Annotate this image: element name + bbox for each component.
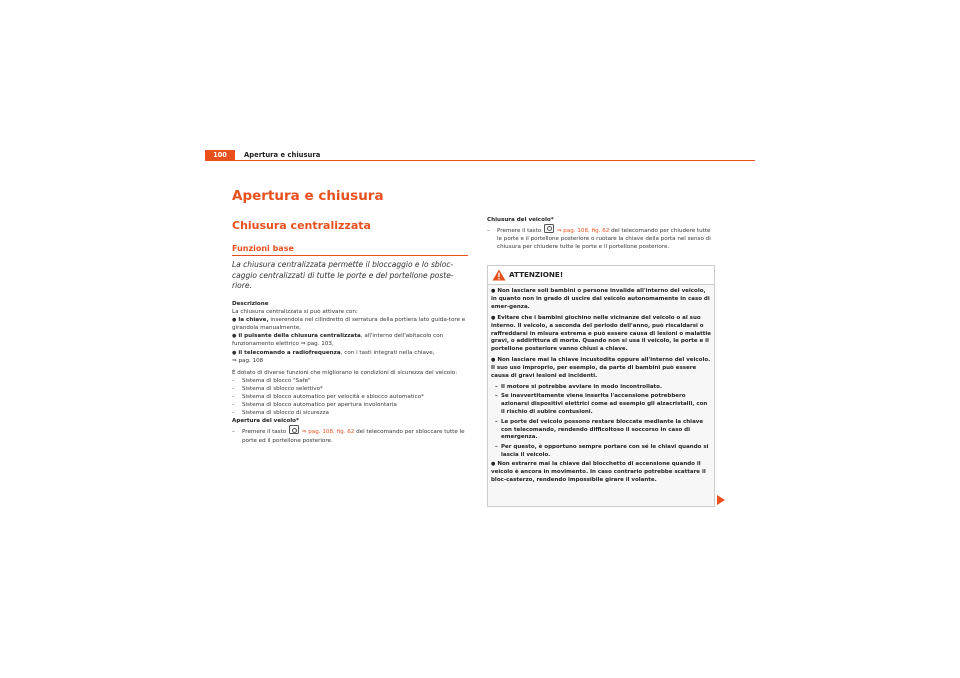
warning-item: ● Non estrarre mai la chiave dal blocchetto di accensione quando il veicolo è ancora in movimento. In caso contrario potrebbe scattare il bloc-casterzo, rendendo impossibile girare il volante. xyxy=(491,461,711,485)
header-rule xyxy=(205,160,755,161)
close-step: – Premere il tasto ⇒ pag. 108, fig. 62 del telecomando per chiudere tutte le porte e il portellone posteriore o ruotare la chiave della porta nel senso di chiusura per chiudere tutte le porte e il portellone posteriore. xyxy=(487,224,715,251)
function-item: – Sistema di sblocco di sicurezza xyxy=(232,409,472,417)
warning-triangle-icon xyxy=(492,269,506,281)
left-column xyxy=(232,300,472,445)
description-heading: Descrizione xyxy=(232,301,269,307)
unlock-key-icon xyxy=(289,425,299,434)
lock-key-icon xyxy=(544,224,554,233)
page-number: 100 xyxy=(205,150,235,160)
subsection-title: Funzioni base xyxy=(232,244,294,253)
bullet-remote: ● il telecomando a radiofrequenza, con i tasti integrati nella chiave, ⇒ pag. 108 xyxy=(232,349,472,365)
subsection-rule xyxy=(232,255,468,256)
function-item: – Sistema di blocco automatico per apertura involontaria xyxy=(232,401,472,409)
warning-subitem: – Per questo, è opportuno sempre portare con sé le chiavi quando si lascia il veicolo. xyxy=(491,444,711,460)
functions-text: È dotato di diverse funzioni che migliorano le condizioni di sicurezza del veicolo: xyxy=(232,369,458,376)
figure-ref-link[interactable]: ⇒ pag. 108, fig. 62 xyxy=(556,228,610,235)
open-heading: Apertura del veicolo* xyxy=(232,418,299,425)
intro-text: La chiusura centralizzata permette il bloccaggio e lo sbloc-caggio centralizzati di tutte le porte e del portellone poste-riore. xyxy=(232,260,454,291)
page-title: Apertura e chiusura xyxy=(232,188,384,204)
warning-item: ● Non lasciare mai la chiave incustodita oppure all'interno del veicolo. Il suo uso improprio, per esempio, da parte di bambini può essere causa di gravi lesioni ed incidenti. xyxy=(491,357,711,381)
bullet-key: ● la chiave, inserendola nel cilindretto di serratura della portiera lato guida-tore e girandola manualmente, xyxy=(232,316,472,332)
function-item: – Sistema di blocco automatico per velocità e sblocco automatico* xyxy=(232,393,472,401)
warning-item: ● Evitare che i bambini giochino nelle vicinanze del veicolo o al suo interno. Il veicolo, a seconda del periodo dell'anno, può riscaldarsi o raffreddarsi in misura estrema e può essere causa di lesioni o malattie gravi, o addirittura di morte. Quando non si usa il veicolo, le porte e il portellone posteriore vanno chiusi a chiave. xyxy=(491,315,711,355)
open-step: – Premere il tasto ⇒ pag. 108, fig. 62 del telecomando per sbloccare tutte le porte ed il portellone posteriore. xyxy=(232,425,472,444)
warning-subitem: – Se inavvertitamente viene inserita l'accensione potrebbero azionarsi dispositivi elettrici come ad esempio gli alzacristalli, con il rischio di subire contusioni. xyxy=(491,393,711,417)
warning-subitem: – Le porte del veicolo possono restare bloccate mediante la chiave con telecomando, rendendo difficoltoso il soccorso in caso di emergenza. xyxy=(491,419,711,443)
figure-ref-link[interactable]: ⇒ pag. 108, fig. 62 xyxy=(301,429,355,436)
warning-item: ● Non lasciare soli bambini o persone invalide all'interno del veicolo, in quanto non in grado di uscire dal veicolo autonomamente in caso di emer-genza. xyxy=(491,288,711,312)
function-item: – Sistema di blocco "Safe" xyxy=(232,377,472,385)
warning-body xyxy=(491,288,711,488)
warning-box xyxy=(487,265,715,507)
function-item: – Sistema di sblocco selettivo* xyxy=(232,385,472,393)
running-head: Apertura e chiusura xyxy=(244,151,321,159)
warning-subitem: – Il motore si potrebbe avviare in modo incontrollato. xyxy=(491,384,711,392)
right-column xyxy=(487,216,715,251)
section-title: Chiusura centralizzata xyxy=(232,219,371,232)
bullet-button: ● il pulsante della chiusura centralizzata, all'interno dell'abitacolo con funzionamento elettrico ⇒ pag. 103, xyxy=(232,332,472,348)
close-heading: Chiusura del veicolo* xyxy=(487,217,554,223)
continue-arrow-icon xyxy=(717,495,725,505)
warning-label: ATTENZIONE! xyxy=(509,270,564,279)
description-text: La chiusura centralizzata si può attivare con: xyxy=(232,309,358,316)
warning-header xyxy=(488,266,714,285)
